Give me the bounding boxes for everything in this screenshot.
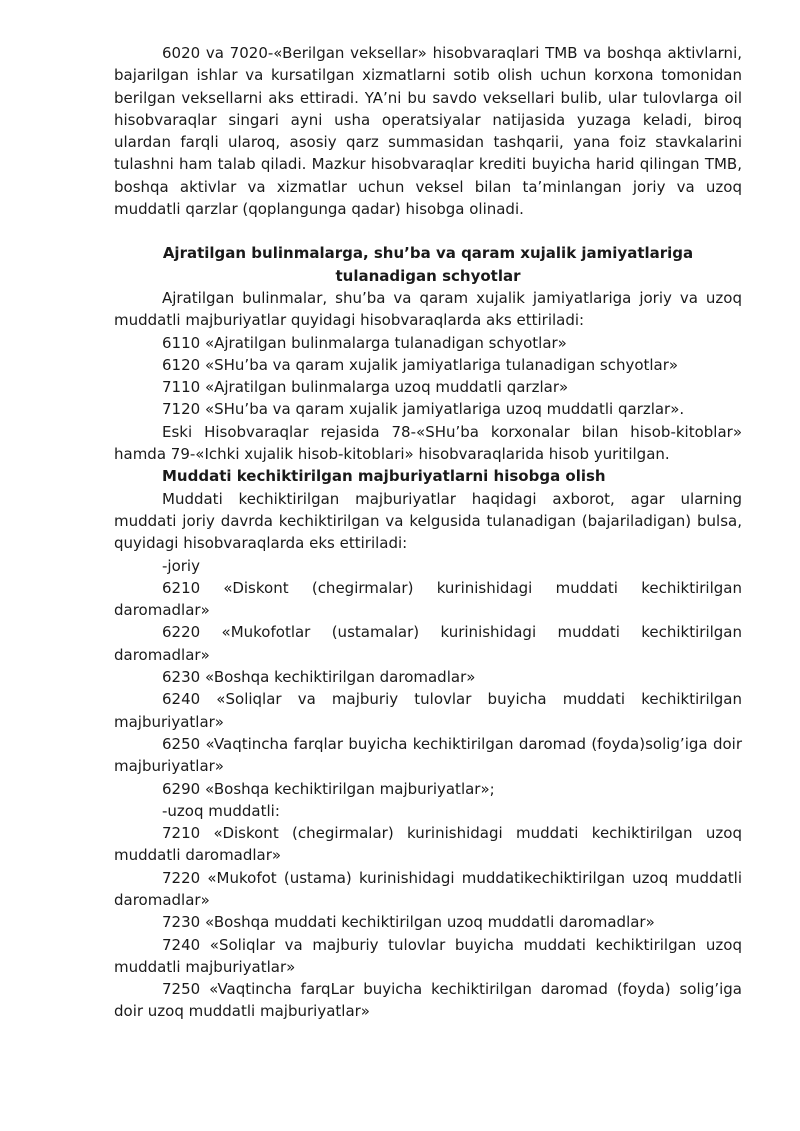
paragraph-muddati: Muddati kechiktirilgan majburiyatlar haqidagi axborot, agar ularning muddati joriy davrda kechiktirilgan va kelgusida tulanadigan (bajariladigan) bulsa, quyidagi hisobvaraqlarda eks ettiriladi:: [114, 489, 742, 553]
account-line: 7230 «Boshqa muddati kechiktirilgan uzoq muddatli daromadlar»: [162, 913, 655, 932]
account-line: 6290 «Boshqa kechiktirilgan majburiyatlar»;: [162, 779, 495, 798]
account-line: 6220 «Mukofotlar (ustamalar) kurinishidagi muddati kechiktirilgan daromadlar»: [114, 623, 742, 664]
section-heading-muddati: Muddati kechiktirilgan majburiyatlarni hisobga olish: [162, 467, 606, 486]
paragraph-ajratilgan: Ajratilgan bulinmalar, shu’ba va qaram xujalik jamiyatlariga joriy va uzoq muddatli majburiyatlar quyidagi hisobvaraqlarda aks ettiriladi:: [114, 288, 742, 330]
label-uzoq: -uzoq muddatli:: [162, 801, 280, 820]
account-line: 7110 «Ajratilgan bulinmalarga uzoq muddatli qarzlar»: [162, 378, 569, 397]
spacer: [114, 220, 742, 242]
label-joriy: -joriy: [162, 556, 200, 575]
paragraph-veksel: 6020 va 7020-«Berilgan veksellar» hisobvaraqlari TMB va boshqa aktivlarni, bajarilgan ishlar va kursatilgan xizmatlarni sotib olish uchun korxona tomonidan berilgan veksellarni aks ettiradi. YA’ni bu savdo veksellari bulib, ular tulovlarga oil hisobvaraqlar singari ayni usha operatsiyalar natijasida yuzaga keladi, biroq ulardan farqli ularoq, asosiy qarz summasidan tashqarii, yana foiz stavkalarini tulashni ham talab qiladi. Mazkur hisobvaraqlar krediti buyicha harid qilingan TMB, boshqa aktivlar va xizmatlar uchun veksel bilan ta’minlangan joriy va uzoq muddatli qarzlar (qoplangunga qadar) hisobga olinadi.: [114, 44, 742, 219]
account-line: 6250 «Vaqtincha farqlar buyicha kechiktirilgan daromad (foyda)solig’iga doir majburiyatlar»: [114, 734, 742, 776]
account-line: 6210 «Diskont (chegirmalar) kurinishidagi muddati kechiktirilgan daromadlar»: [114, 578, 742, 620]
account-line: 7210 «Diskont (chegirmalar) kurinishidagi muddati kechiktirilgan uzoq muddatli daromadlar»: [114, 824, 742, 865]
account-line: 6240 «Soliqlar va majburiy tulovlar buyicha muddati kechiktirilgan majburiyatlar»: [114, 690, 742, 731]
account-line: 7120 «SHu’ba va qaram xujalik jamiyatlariga uzoq muddatli qarzlar».: [162, 400, 685, 419]
account-line: 7220 «Mukofot (ustama) kurinishidagi muddatikechiktirilgan uzoq muddatli daromadlar»: [114, 868, 742, 909]
account-line: 7240 «Soliqlar va majburiy tulovlar buyicha muddati kechiktirilgan uzoq muddatli majburiyatlar»: [114, 935, 742, 976]
account-line: 6110 «Ajratilgan bulinmalarga tulanadigan schyotlar»: [162, 333, 567, 352]
section-heading-ajratilgan: Ajratilgan bulinmalarga, shu’ba va qaram xujalik jamiyatlariga tulanadigan schyotlar: [162, 244, 694, 285]
account-line: 6230 «Boshqa kechiktirilgan daromadlar»: [162, 668, 476, 687]
account-line: 7250 «Vaqtincha farqLar buyicha kechiktirilgan daromad (foyda) solig’iga doir uzoq muddatli majburiyatlar»: [114, 980, 742, 1021]
account-line: 6120 «SHu’ba va qaram xujalik jamiyatlariga tulanadigan schyotlar»: [162, 355, 679, 374]
paragraph-eski: Eski Hisobvaraqlar rejasida 78-«SHu’ba korxonalar bilan hisob-kitoblar» hamda 79-«Ichki xujalik hisob-kitoblari» hisobvaraqlarida hisob yuritilgan.: [114, 422, 742, 464]
